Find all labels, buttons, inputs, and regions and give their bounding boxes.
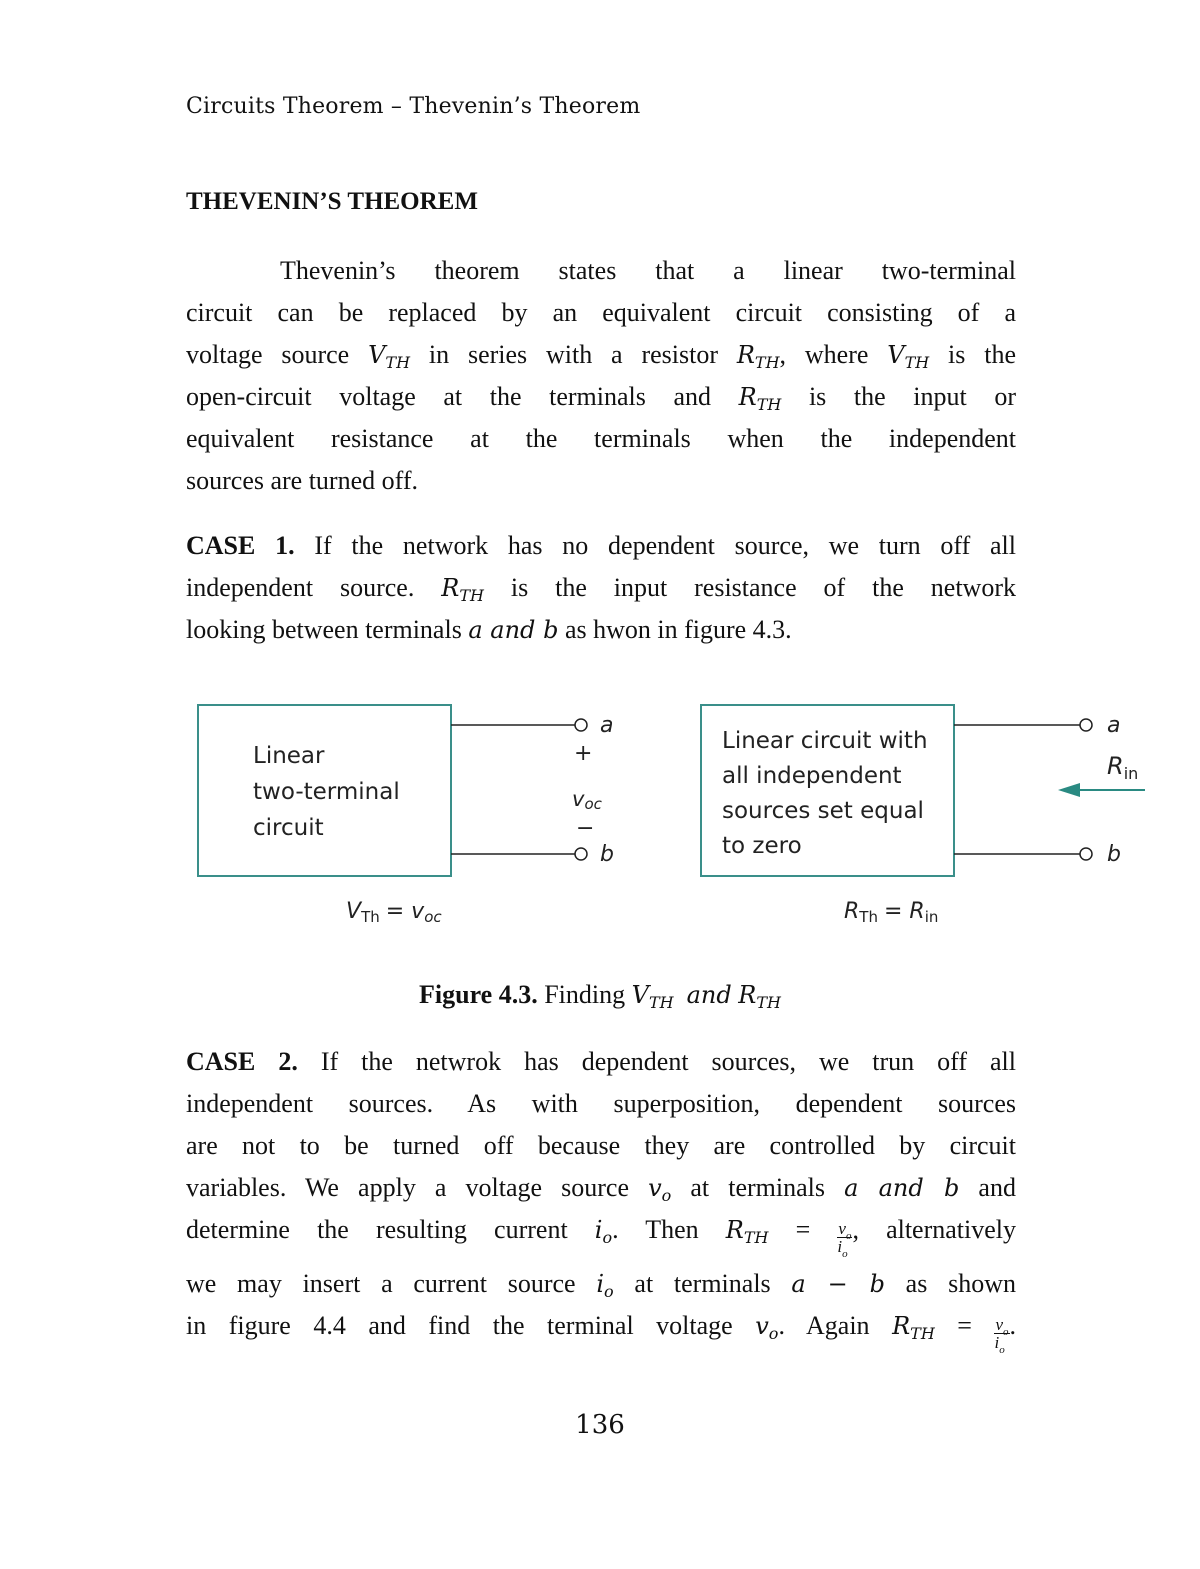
- case2-line-4: variables. We apply a voltage source $v_o$ at terminals a and b and: [186, 1173, 1016, 1205]
- case1-label: CASE 1.: [186, 531, 295, 560]
- terminal-a-right-label: a: [1107, 713, 1121, 738]
- case2-line-2: independent sources. As with superposition, dependent sources: [186, 1089, 1016, 1118]
- terminal-b: [575, 848, 587, 860]
- voc-label: voc: [572, 787, 602, 813]
- terminal-a-right: [1080, 719, 1092, 731]
- left-box-line-3: circuit: [253, 815, 324, 841]
- case1-line-3: looking between terminals a and b as hwon in figure 4.3.: [186, 615, 792, 644]
- right-box-line-1: Linear circuit with: [722, 728, 928, 754]
- figure-4-3: [190, 690, 1160, 940]
- vth-equals-voc: VTh = voc: [346, 899, 442, 926]
- minus-sign: −: [576, 816, 595, 841]
- right-box-line-4: to zero: [722, 833, 802, 859]
- case1-paragraph: [186, 525, 1016, 651]
- case2-line-7: in figure 4.4 and find the terminal voltage $v_o$. Again $R_{TH}$ = $\frac{v_o}{i_o}$ .: [186, 1311, 1016, 1356]
- terminal-b-label: b: [600, 842, 614, 867]
- case2-line-1: CASE 2. If the netwrok has dependent sources, we trun off all: [186, 1047, 1016, 1076]
- intro-line-3: voltage source $V_{TH}$ in series with a resistor $R_{TH}$, where $V_{TH}$ is the: [186, 340, 1016, 372]
- right-circuit: [701, 705, 1145, 926]
- math-rth: $R_{TH}$: [736, 341, 780, 372]
- case2-label: CASE 2.: [186, 1047, 298, 1076]
- figure-caption: Figure 4.3. Finding $V_{TH}$ and $R_{TH}$: [419, 980, 781, 1012]
- math-vth: $V_{TH}$: [887, 341, 930, 372]
- page-number: 136: [575, 1410, 625, 1440]
- case1-line-1: CASE 1. If the network has no dependent source, we turn off all: [186, 531, 1016, 560]
- terminal-a-label: a: [600, 713, 614, 738]
- math-rth: $R_{TH}$: [738, 383, 782, 414]
- intro-paragraph: [186, 250, 1016, 502]
- rth-equals-rin: RTh = Rin: [844, 899, 939, 926]
- case2-line-3: are not to be turned off because they are controlled by circuit: [186, 1131, 1016, 1160]
- left-box-line-1: Linear: [253, 743, 325, 769]
- right-box-line-3: sources set equal: [722, 798, 924, 824]
- rin-arrow-head: [1058, 783, 1080, 797]
- plus-sign: +: [574, 741, 593, 766]
- intro-line-6: sources are turned off.: [186, 466, 418, 495]
- intro-line-5: equivalent resistance at the terminals when the independent: [186, 424, 1016, 453]
- case2-line-6: we may insert a current source $i_o$ at terminals a − b as shown: [186, 1269, 1016, 1301]
- fraction-vo-over-io-2: $\frac{v_o}{i_o}$: [994, 1315, 1009, 1356]
- intro-line-2: circuit can be replaced by an equivalent circuit consisting of a: [186, 298, 1016, 327]
- right-box-line-2: all independent: [722, 763, 902, 789]
- left-circuit: [198, 705, 614, 926]
- math-a-and-b: a and b: [468, 616, 559, 644]
- left-box-line-2: two-terminal: [253, 779, 400, 805]
- fraction-vo-over-io: $\frac{v_o}{i_o}$: [837, 1219, 852, 1260]
- case2-paragraph: [186, 1041, 1017, 1356]
- intro-line-4: open-circuit voltage at the terminals and $R_{TH}$ is the input or: [186, 382, 1017, 414]
- section-title: THEVENIN’S THEOREM: [186, 188, 478, 215]
- math-vth: $V_{TH}$: [368, 341, 411, 372]
- rin-label: $R_{in}$: [1107, 752, 1139, 783]
- running-header: Circuits Theorem – Thevenin’s Theorem: [186, 94, 641, 119]
- case1-line-2: independent source. $R_{TH}$ is the input resistance of the network: [186, 573, 1016, 605]
- intro-line-1: Thevenin’s theorem states that a linear two-terminal: [280, 256, 1016, 285]
- case2-line-5: determine the resulting current $i_o$. Then $R_{TH}$ = $\frac{v_o}{i_o}$ , alternatively: [186, 1215, 1017, 1260]
- terminal-b-right: [1080, 848, 1092, 860]
- terminal-a: [575, 719, 587, 731]
- terminal-b-right-label: b: [1107, 842, 1121, 867]
- math-rth: $R_{TH}$: [441, 574, 484, 605]
